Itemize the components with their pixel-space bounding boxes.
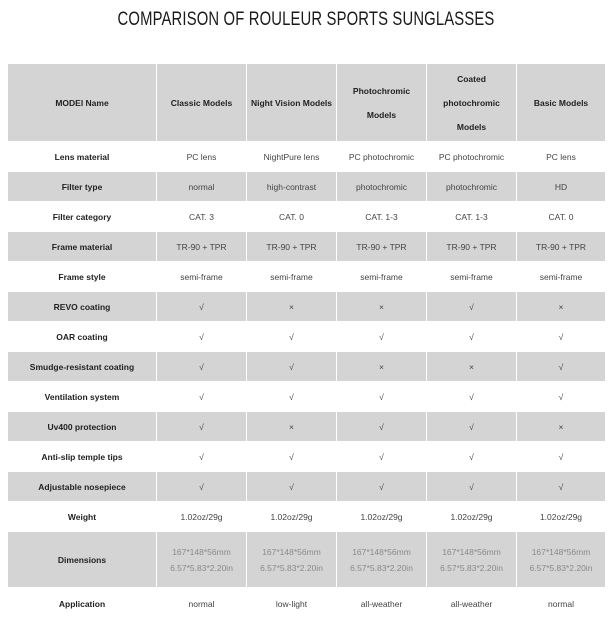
table-cell: normal: [517, 588, 606, 620]
row-label: Weight: [8, 502, 157, 532]
table-cell: low-light: [247, 588, 337, 620]
dimension-mm: 167*148*56mm: [442, 546, 501, 557]
table-row: [8, 352, 606, 382]
table-cell: √: [517, 322, 606, 352]
table-cell: ×: [337, 352, 427, 382]
table-cell: √: [157, 352, 247, 382]
table-cell: √: [157, 292, 247, 322]
table-cell: TR-90 + TPR: [247, 232, 337, 262]
table-cell: √: [337, 322, 427, 352]
table-cell: √: [157, 412, 247, 442]
table-cell: ×: [337, 292, 427, 322]
table-cell: √: [517, 442, 606, 472]
row-label: Application: [8, 588, 157, 620]
table-cell: CAT. 1-3: [337, 202, 427, 232]
table-row: [8, 202, 606, 232]
table-cell: 1.02oz/29g: [157, 502, 247, 532]
table-cell: PC photochromic: [337, 142, 427, 172]
row-label: Ventilation system: [8, 382, 157, 412]
row-label: Frame material: [8, 232, 157, 262]
table-cell: √: [427, 322, 517, 352]
table-cell: √: [157, 382, 247, 412]
table-cell: √: [337, 472, 427, 502]
table-cell: √: [247, 322, 337, 352]
table-cell: [247, 532, 337, 588]
table-cell: TR-90 + TPR: [517, 232, 606, 262]
table-cell: √: [337, 382, 427, 412]
table-row: [8, 382, 606, 412]
table-cell: 1.02oz/29g: [337, 502, 427, 532]
row-label: REVO coating: [8, 292, 157, 322]
dimension-mm: 167*148*56mm: [172, 546, 231, 557]
table-cell: photochromic: [427, 172, 517, 202]
dimension-mm: 167*148*56mm: [262, 546, 321, 557]
table-cell: normal: [157, 588, 247, 620]
row-label: Smudge-resistant coating: [8, 352, 157, 382]
dimension-in: 6.57*5.83*2.20in: [350, 562, 413, 573]
table-cell: NightPure lens: [247, 142, 337, 172]
table-cell: high-contrast: [247, 172, 337, 202]
header-basic: Basic Models: [517, 64, 606, 142]
row-label: Lens material: [8, 142, 157, 172]
table-row: [8, 172, 606, 202]
table-cell: √: [517, 472, 606, 502]
table-cell: √: [427, 292, 517, 322]
table-row: [8, 588, 606, 620]
row-label: Anti-slip temple tips: [8, 442, 157, 472]
table-row: [8, 502, 606, 532]
table-cell: semi-frame: [517, 262, 606, 292]
table-cell: CAT. 1-3: [427, 202, 517, 232]
table-cell: √: [157, 472, 247, 502]
table-cell: PC lens: [157, 142, 247, 172]
table-cell: ×: [517, 292, 606, 322]
table-cell: √: [157, 322, 247, 352]
table-cell: √: [427, 412, 517, 442]
table-cell: √: [427, 472, 517, 502]
table-cell: all-weather: [427, 588, 517, 620]
table-cell: semi-frame: [337, 262, 427, 292]
table-cell: all-weather: [337, 588, 427, 620]
table-row: [8, 232, 606, 262]
table-cell: PC photochromic: [427, 142, 517, 172]
table-cell: ×: [427, 352, 517, 382]
dimension-in: 6.57*5.83*2.20in: [440, 562, 503, 573]
table-row: [8, 262, 606, 292]
table-cell: 1.02oz/29g: [517, 502, 606, 532]
row-label: Adjustable nosepiece: [8, 472, 157, 502]
table-row: [8, 322, 606, 352]
table-cell: ×: [247, 292, 337, 322]
table-cell: semi-frame: [247, 262, 337, 292]
table-row: [8, 472, 606, 502]
dimension-in: 6.57*5.83*2.20in: [529, 562, 593, 573]
table-row: [8, 292, 606, 322]
table-cell: normal: [157, 172, 247, 202]
table-cell: HD: [517, 172, 606, 202]
row-label: OAR coating: [8, 322, 157, 352]
comparison-table: [7, 63, 606, 620]
table-cell: semi-frame: [157, 262, 247, 292]
table-cell: √: [247, 382, 337, 412]
table-cell: √: [427, 442, 517, 472]
table-cell: CAT. 0: [247, 202, 337, 232]
table-cell: ×: [517, 412, 606, 442]
table-cell: √: [427, 382, 517, 412]
table-cell: 1.02oz/29g: [427, 502, 517, 532]
table-cell: √: [517, 352, 606, 382]
dimension-mm: 167*148*56mm: [531, 546, 591, 557]
table-row: [8, 142, 606, 172]
table-cell: TR-90 + TPR: [157, 232, 247, 262]
header-classic: Classic Models: [157, 64, 247, 142]
table-cell: √: [157, 442, 247, 472]
page-title: COMPARISON OF ROULEUR SPORTS SUNGLASSES: [117, 9, 495, 30]
header-night-vision: Night Vision Models: [247, 64, 337, 142]
table-cell: CAT. 3: [157, 202, 247, 232]
table-cell: √: [517, 382, 606, 412]
table-cell: [427, 532, 517, 588]
table-cell: √: [337, 442, 427, 472]
table-row: [8, 532, 606, 588]
dimension-in: 6.57*5.83*2.20in: [260, 562, 323, 573]
table-cell: TR-90 + TPR: [427, 232, 517, 262]
row-label: Frame style: [8, 262, 157, 292]
table-cell: √: [337, 412, 427, 442]
table-cell: √: [247, 442, 337, 472]
table-cell: 1.02oz/29g: [247, 502, 337, 532]
dimension-in: 6.57*5.83*2.20in: [170, 562, 233, 573]
table-cell: TR-90 + TPR: [337, 232, 427, 262]
table-cell: [337, 532, 427, 588]
table-cell: PC lens: [517, 142, 606, 172]
table-cell: ×: [247, 412, 337, 442]
table-row: [8, 412, 606, 442]
table-cell: photochromic: [337, 172, 427, 202]
header-coated-photochromic: Coated photochromic Models: [427, 64, 517, 142]
table-row: [8, 442, 606, 472]
dimension-mm: 167*148*56mm: [352, 546, 411, 557]
row-label: Filter type: [8, 172, 157, 202]
header-model-name: MODEl Name: [8, 64, 157, 142]
row-label: Uv400 protection: [8, 412, 157, 442]
header-row: [8, 64, 606, 142]
row-label: Filter category: [8, 202, 157, 232]
row-label: Dimensions: [8, 532, 157, 588]
table-cell: √: [247, 352, 337, 382]
table-cell: √: [247, 472, 337, 502]
table-cell: [517, 532, 606, 588]
table-cell: [157, 532, 247, 588]
table-cell: CAT. 0: [517, 202, 606, 232]
header-photochromic: Photochromic Models: [337, 64, 427, 142]
table-cell: semi-frame: [427, 262, 517, 292]
